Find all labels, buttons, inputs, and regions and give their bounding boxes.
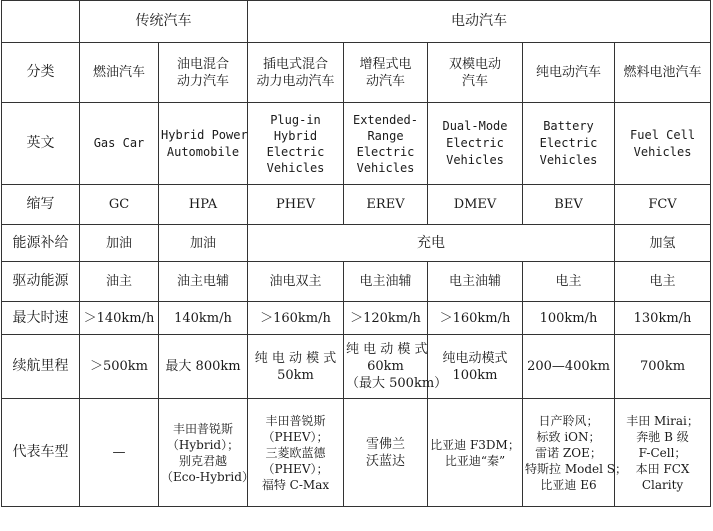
- row-label-drive: 驱动能源: [2, 262, 80, 302]
- drive-cell: 电主油辅: [344, 262, 428, 302]
- row-label-speed: 最大时速: [2, 302, 80, 335]
- category-cell: 燃料电池汽车: [615, 43, 711, 103]
- range-cell: 纯 电 动 模 式 60km （最大 500km）: [344, 335, 428, 399]
- english-row: [2, 103, 711, 185]
- abbr-row: [2, 185, 711, 225]
- category-cell: 燃油汽车: [80, 43, 159, 103]
- range-row: [2, 335, 711, 399]
- models-cell: 丰田 Mirai； 奔驰 B 级 F-Cell； 本田 FCX Clarity: [615, 399, 711, 507]
- drive-cell: 电主: [615, 262, 711, 302]
- abbr-cell: PHEV: [248, 185, 344, 225]
- models-cell: 丰田普锐斯 （PHEV）； 三菱欧蓝德 （PHEV）； 福特 C-Max: [248, 399, 344, 507]
- category-cell: 增程式电 动汽车: [344, 43, 428, 103]
- range-cell: 200—400km: [523, 335, 615, 399]
- drive-row: [2, 262, 711, 302]
- row-label-category: 分类: [2, 43, 80, 103]
- english-cell: Extended- Range Electric Vehicles: [344, 103, 428, 185]
- english-cell: Dual-Mode Electric Vehicles: [428, 103, 523, 185]
- range-cell: ＞500km: [80, 335, 159, 399]
- row-label-energy: 能源补给: [2, 225, 80, 262]
- corner-cell: [2, 1, 80, 43]
- drive-cell: 电主油辅: [428, 262, 523, 302]
- models-cell: 比亚迪 F3DM； 比亚迪“秦”: [428, 399, 523, 507]
- speed-cell: ＞140km/h: [80, 302, 159, 335]
- row-label-english: 英文: [2, 103, 80, 185]
- english-cell: Gas Car: [80, 103, 159, 185]
- energy-cell: 加氢: [615, 225, 711, 262]
- abbr-cell: FCV: [615, 185, 711, 225]
- abbr-cell: GC: [80, 185, 159, 225]
- models-cell: 丰田普锐斯 （Hybrid）； 别克君越 （Eco-Hybrid）: [159, 399, 248, 507]
- speed-row: [2, 302, 711, 335]
- energy-cell-charge: 充电: [248, 225, 615, 262]
- models-cell: 雪佛兰 沃蓝达: [344, 399, 428, 507]
- category-cell: 纯电动汽车: [523, 43, 615, 103]
- drive-cell: 油电双主: [248, 262, 344, 302]
- energy-cell: 加油: [80, 225, 159, 262]
- english-cell: Hybrid Power Automobile: [159, 103, 248, 185]
- abbr-cell: DMEV: [428, 185, 523, 225]
- speed-cell: ＞160km/h: [248, 302, 344, 335]
- abbr-cell: HPA: [159, 185, 248, 225]
- english-cell: Fuel Cell Vehicles: [615, 103, 711, 185]
- category-cell: 油电混合 动力汽车: [159, 43, 248, 103]
- range-cell: 700km: [615, 335, 711, 399]
- speed-cell: ＞160km/h: [428, 302, 523, 335]
- speed-cell: 100km/h: [523, 302, 615, 335]
- drive-cell: 油主: [80, 262, 159, 302]
- drive-cell: 油主电辅: [159, 262, 248, 302]
- range-cell: 最大 800km: [159, 335, 248, 399]
- ev-classification-table: [1, 0, 711, 507]
- models-row: [2, 399, 711, 507]
- category-cell: 插电式混合 动力电动汽车: [248, 43, 344, 103]
- speed-cell: 130km/h: [615, 302, 711, 335]
- english-cell: Battery Electric Vehicles: [523, 103, 615, 185]
- abbr-cell: BEV: [523, 185, 615, 225]
- abbr-cell: EREV: [344, 185, 428, 225]
- speed-cell: ＞120km/h: [344, 302, 428, 335]
- energy-row: [2, 225, 711, 262]
- category-row: [2, 43, 711, 103]
- english-cell: Plug-in Hybrid Electric Vehicles: [248, 103, 344, 185]
- range-cell: 纯 电 动 模 式 50km: [248, 335, 344, 399]
- group-traditional: 传统汽车: [80, 1, 248, 43]
- speed-cell: 140km/h: [159, 302, 248, 335]
- models-cell: 日产聆风； 标致 iON； 雷诺 ZOE； 特斯拉 Model S； 比亚迪 E6: [523, 399, 615, 507]
- row-label-range: 续航里程: [2, 335, 80, 399]
- group-row: [2, 1, 711, 43]
- category-cell: 双模电动 汽车: [428, 43, 523, 103]
- energy-cell: 加油: [159, 225, 248, 262]
- group-electric: 电动汽车: [248, 1, 711, 43]
- drive-cell: 电主: [523, 262, 615, 302]
- range-cell: 纯电动模式 100km: [428, 335, 523, 399]
- models-cell: —: [80, 399, 159, 507]
- row-label-abbr: 缩写: [2, 185, 80, 225]
- row-label-models: 代表车型: [2, 399, 80, 507]
